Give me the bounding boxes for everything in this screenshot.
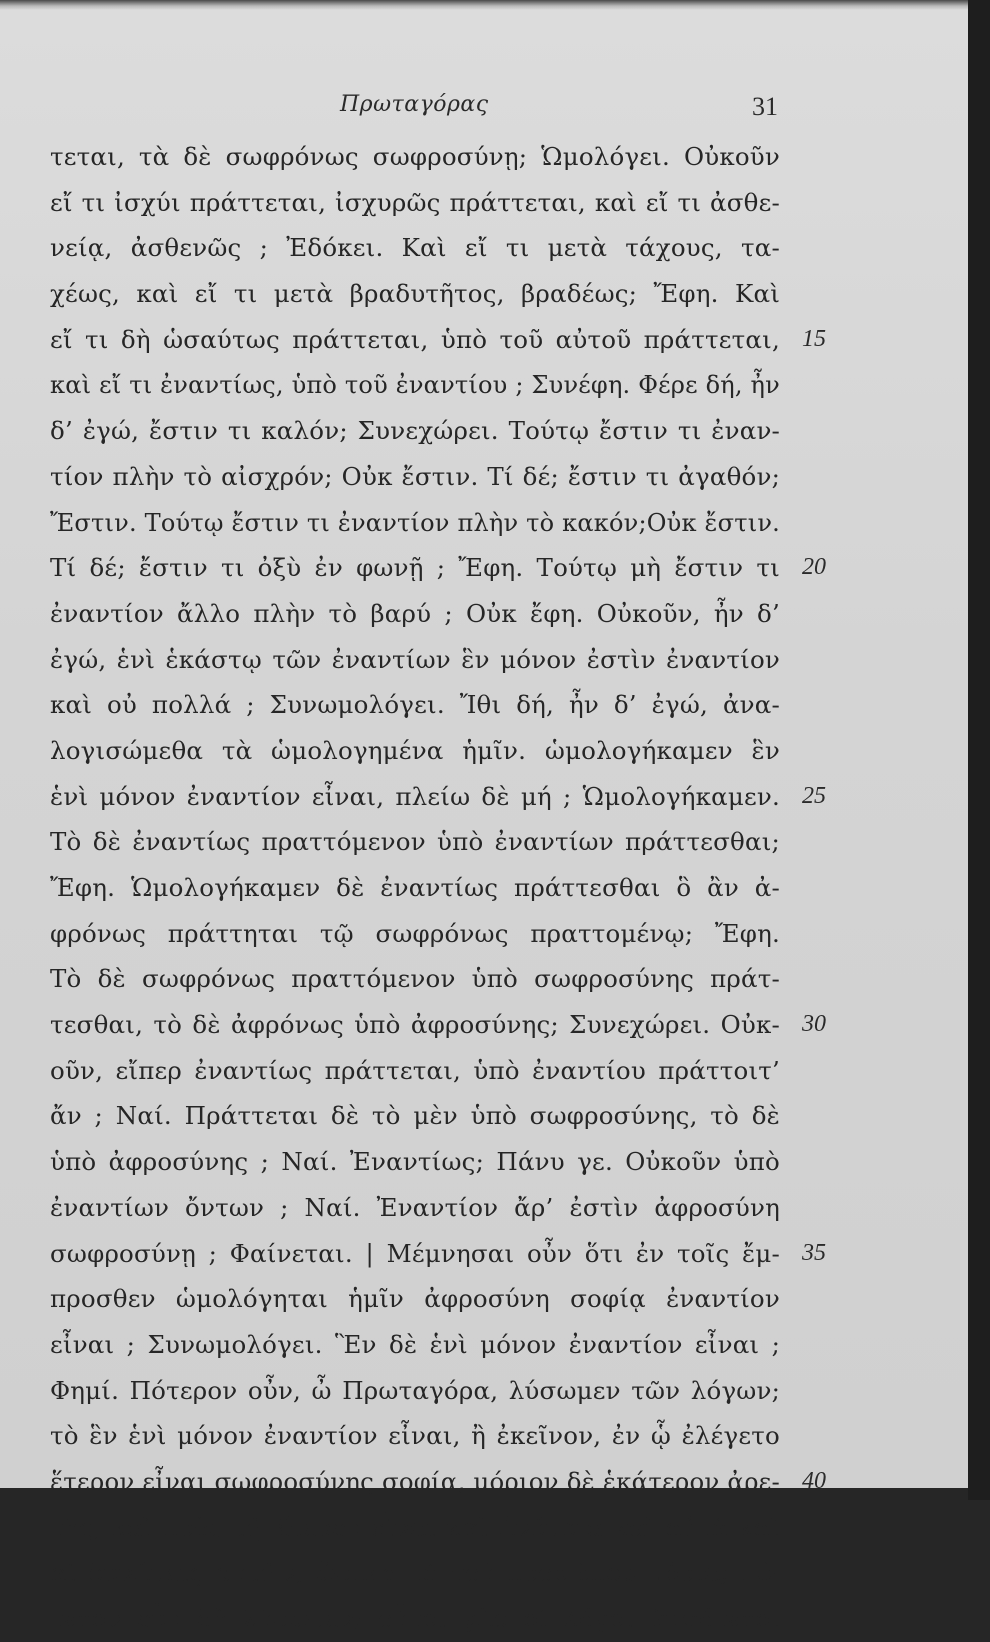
text-line-content: καὶ εἴ τι ἐναντίως, ὑπὸ τοῦ ἐναντίου ; Συνέφη. Φέρε δή, ἦν bbox=[50, 370, 780, 400]
text-line-content: τῆς, καὶ πρὸς τῷ ἕτερον εἶναι καὶ ἀνόμοια καὶ αὐτὰ καὶ bbox=[50, 1512, 781, 1542]
text-line-content: τεσθαι, τὸ δὲ ἀφρόνως ὑπὸ ἀφροσύνης; Συνεχώρει. Οὐκ- bbox=[50, 1010, 780, 1040]
text-line bbox=[50, 1413, 780, 1459]
text-line bbox=[50, 408, 780, 454]
text-line-content: Τί δέ; ἔστιν τι ὀξὺ ἐν φωνῇ ; Ἔφη. Τούτῳ μὴ ἔστιν τι bbox=[50, 553, 780, 583]
text-line bbox=[50, 819, 780, 865]
margin-line-number: 30 bbox=[802, 1011, 826, 1038]
text-line bbox=[50, 911, 780, 957]
text-line bbox=[50, 1459, 780, 1505]
text-line-content: ἄν ; Ναί. Πράττεται δὲ τὸ μὲν ὑπὸ σωφροσύνης, τὸ δὲ bbox=[50, 1101, 780, 1131]
text-line bbox=[50, 956, 780, 1002]
text-line bbox=[50, 1550, 780, 1596]
margin-line-number: 15 bbox=[802, 325, 826, 352]
text-line bbox=[50, 682, 780, 728]
text-line bbox=[50, 545, 780, 591]
text-line-content: Τὸ δὲ ἐναντίως πραττόμενον ὑπὸ ἐναντίων πράττεσθαι; bbox=[50, 827, 780, 857]
text-line bbox=[50, 180, 780, 226]
text-line bbox=[50, 500, 780, 546]
margin-line-number: 25 bbox=[802, 782, 826, 809]
margin-line-number: 20 bbox=[802, 554, 826, 581]
text-line-content: Ἔστιν. Τούτῳ ἔστιν τι ἐναντίον πλὴν τὸ κακόν;Οὐκ ἔστιν. bbox=[50, 507, 780, 537]
text-line-content: ἐγώ, ἑνὶ ἑκάστῳ τῶν ἐναντίων ἓν μόνον ἐστὶν ἐναντίον bbox=[50, 644, 781, 674]
text-line bbox=[50, 1048, 780, 1094]
scan-edge bbox=[968, 0, 990, 1500]
text-line-content: Τὸ δὲ σωφρόνως πραττόμενον ὑπὸ σωφροσύνης πράτ- bbox=[50, 964, 780, 994]
text-line-content: τίον πλὴν τὸ αἰσχρόν; Οὐκ ἔστιν. Τί δέ; ἔστιν τι ἀγαθόν; bbox=[50, 461, 781, 491]
page-header bbox=[0, 92, 968, 132]
text-line-content: τεται, τὰ δὲ σωφρόνως σωφροσύνῃ; Ὡμολόγει. Οὐκοῦν bbox=[50, 142, 780, 171]
text-line-content: εἴ τι ἰσχύι πράττεται, ἰσχυρῶς πράττεται, καὶ εἴ τι ἀσθε- bbox=[50, 187, 780, 217]
text-line-content: οῦν, εἴπερ ἐναντίως πράττεται, ὑπὸ ἐναντίου πράττοιτ’ bbox=[50, 1055, 780, 1085]
text-line-content: τερον οὖν δὴ λύσωμεν; οὗτοι γὰρ οἱ λόγοι ἀμφότεροι bbox=[50, 1604, 781, 1633]
text-line bbox=[50, 637, 780, 683]
text-line-content: σωφροσύνῃ ; Φαίνεται. | Μέμνησαι οὖν ὅτι ἐν τοῖς ἔμ- bbox=[50, 1238, 780, 1268]
body-text bbox=[50, 134, 780, 1642]
page-number: 31 bbox=[752, 92, 778, 121]
text-line bbox=[50, 1231, 780, 1277]
text-line-content: ἐναντίον ἄλλο πλὴν τὸ βαρύ ; Οὐκ ἔφη. Οὐκοῦν, ἦν δ’ bbox=[50, 598, 780, 628]
text-line-content: τὸ ἓν ἑνὶ μόνον ἐναντίον εἶναι, ἢ ἐκεῖνον, ἐν ᾧ ἐλέγετο bbox=[50, 1421, 780, 1451]
text-line-content: λογισώμεθα τὰ ὡμολογημένα ἡμῖν. ὡμολογήκαμεν ἓν bbox=[50, 735, 780, 765]
text-line bbox=[50, 865, 780, 911]
text-line-content: ἑνὶ μόνον ἐναντίον εἶναι, πλείω δὲ μή ; Ὡμολογήκαμεν. bbox=[50, 781, 781, 811]
text-line-content: φρόνως πράττηται τῷ σωφρόνως πραττομένῳ; Ἔφη. bbox=[50, 918, 780, 948]
margin-line-number: 40 bbox=[802, 1468, 826, 1495]
text-line bbox=[50, 454, 780, 500]
margin-line-number: 35 bbox=[802, 1239, 826, 1266]
text-line bbox=[50, 774, 780, 820]
text-line-content: χέως, καὶ εἴ τι μετὰ βραδυτῆτος, βραδέως; Ἔφη. Καὶ bbox=[50, 279, 781, 309]
top-edge-shadow bbox=[0, 0, 968, 10]
text-line bbox=[50, 1002, 780, 1048]
text-line-content: ὑπὸ ἀφροσύνης ; Ναί. Ἐναντίως; Πάνυ γε. Οὐκοῦν ὑπὸ bbox=[50, 1147, 780, 1177]
text-line bbox=[50, 1139, 780, 1185]
text-line-content: αἱ δυνάμεις αὐτῶν, ὥσπερ τὰ τοῦ προσώπου μόρια; πό· bbox=[50, 1558, 781, 1588]
text-line bbox=[50, 1276, 780, 1322]
text-line-content: νείᾳ, ἀσθενῶς ; Ἐδόκει. Καὶ εἴ τι μετὰ τάχους, τα- bbox=[50, 233, 780, 263]
text-line-content: εἶναι ; Συνωμολόγει. Ἓν δὲ ἑνὶ μόνον ἐναντίον εἶναι ; bbox=[50, 1329, 781, 1359]
text-line bbox=[50, 317, 780, 363]
text-line bbox=[50, 134, 780, 180]
text-line bbox=[50, 1322, 780, 1368]
text-line-content: δ’ ἐγώ, ἔστιν τι καλόν; Συνεχώρει. Τούτῳ ἔστιν τι ἐναν- bbox=[50, 416, 781, 446]
text-line bbox=[50, 225, 780, 271]
text-line bbox=[50, 271, 780, 317]
text-line-content: Φημί. Πότερον οὖν, ὦ Πρωταγόρα, λύσωμεν τῶν λόγων; bbox=[50, 1375, 781, 1405]
text-line bbox=[50, 362, 780, 408]
text-line-content: καὶ οὐ πολλά ; Συνωμολόγει. Ἴθι δή, ἦν δ’ ἐγώ, ἀνα- bbox=[50, 690, 781, 720]
text-line bbox=[50, 1185, 780, 1231]
text-line bbox=[50, 591, 780, 637]
text-line-content: προσθεν ὡμολόγηται ἡμῖν ἀφροσύνη σοφίᾳ ἐναντίον bbox=[50, 1284, 780, 1314]
text-line bbox=[50, 1093, 780, 1139]
text-line bbox=[50, 1505, 780, 1551]
text-line-content: Ἔφη. Ὡμολογήκαμεν δὲ ἐναντίως πράττεσθαι ὃ ἂν ἀ- bbox=[50, 873, 780, 902]
text-line bbox=[50, 1596, 780, 1642]
text-line bbox=[50, 728, 780, 774]
text-line-content: ἕτερον εἶναι σωφροσύνης σοφία, μόριον δὲ ἑκάτερον ἀρε- bbox=[50, 1466, 780, 1496]
text-line-content: εἴ τι δὴ ὡσαύτως πράττεται, ὑπὸ τοῦ αὐτοῦ πράττεται, bbox=[50, 324, 780, 354]
text-line bbox=[50, 1368, 780, 1414]
text-line-content: ἐναντίων ὄντων ; Ναί. Ἐναντίον ἄρ’ ἐστὶν ἀφροσύνη bbox=[50, 1192, 780, 1222]
running-title: Πρωταγόρας bbox=[340, 92, 489, 117]
